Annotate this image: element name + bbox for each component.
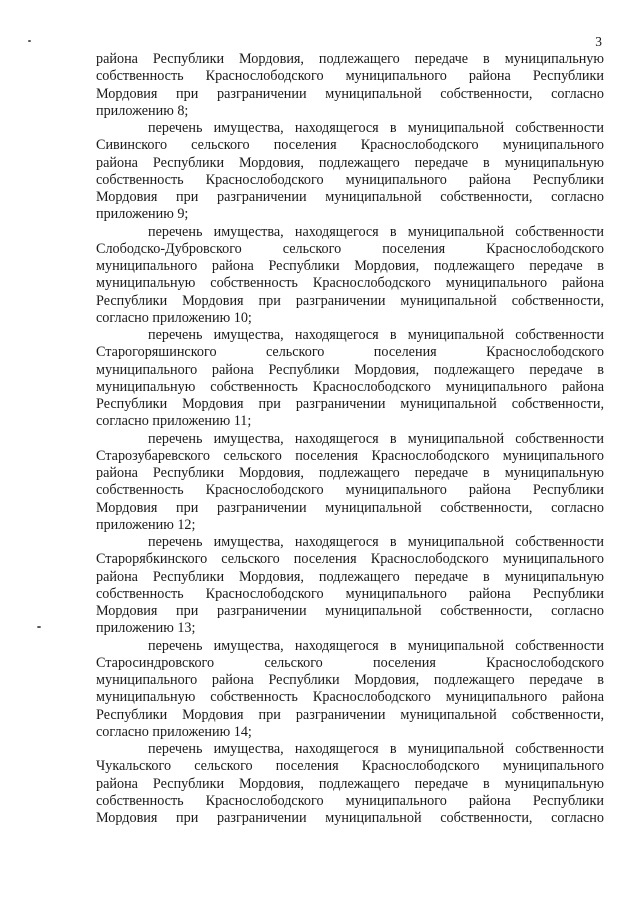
text-line: Мордовия при разграничении муниципальной собственности, согласно [96, 189, 604, 205]
scan-speck [37, 626, 41, 628]
text-line: собственность Краснослободского муниципального района Республики [96, 585, 604, 602]
text-line: района Республики Мордовия, подлежащего передаче в муниципальную [96, 568, 604, 585]
text-line: Республики Мордовия при разграничении муниципальной собственности, [96, 292, 604, 309]
paragraph-first-line: перечень имущества, находящегося в муниципальной собственности [148, 430, 604, 447]
text-line: приложению 13; [96, 620, 196, 637]
page-number: 3 [595, 34, 602, 49]
text-line: Сивинского сельского поселения Краснослободского муниципального [96, 137, 604, 154]
text-line: собственность Краснослободского муниципального района Республики [96, 68, 604, 85]
text-line: Мордовия при разграничении муниципальной собственности, согласно [96, 85, 604, 102]
text-line: приложению 8; [96, 102, 189, 119]
text-line: муниципального района Республики Мордовия, подлежащего передаче в [96, 258, 604, 274]
text-line: района Республики Мордовия, подлежащего передаче в муниципальную [96, 775, 604, 792]
text-line: муниципальную собственность Краснослободского муниципального района [96, 378, 604, 395]
text-line: муниципального района Республики Мордовия, подлежащего передаче в [96, 672, 604, 688]
paragraph-first-line: перечень имущества, находящегося в муниципальной собственности [148, 741, 604, 757]
text-line: района Республики Мордовия, подлежащего передаче в муниципальную [96, 154, 604, 171]
text-line: согласно приложению 14; [96, 723, 252, 740]
paragraph-first-line: перечень имущества, находящегося в муниципальной собственности [148, 637, 604, 654]
paragraph-first-line: перечень имущества, находящегося в муниципальной собственности [148, 534, 604, 550]
document-body [96, 51, 604, 827]
scan-speck [28, 40, 31, 42]
text-line: собственность Краснослободского муниципального района Республики [96, 482, 604, 499]
text-line: Республики Мордовия при разграничении муниципальной собственности, [96, 396, 604, 412]
text-line: собственность Краснослободского муниципального района Республики [96, 171, 604, 188]
text-line: муниципальную собственность Краснослободского муниципального района [96, 689, 604, 706]
text-line: Старосиндровского сельского поселения Краснослободского [96, 654, 604, 671]
text-line: района Республики Мордовия, подлежащего передаче в муниципальную [96, 465, 604, 481]
text-line: Мордовия при разграничении муниципальной собственности, согласно [96, 499, 604, 516]
text-line: Мордовия при разграничении муниципальной собственности, согласно [96, 603, 604, 619]
paragraph-first-line: перечень имущества, находящегося в муниципальной собственности [148, 120, 604, 136]
text-line: собственность Краснослободского муниципального района Республики [96, 792, 604, 809]
text-line: Старорябкинского сельского поселения Краснослободского муниципального [96, 551, 604, 568]
text-line: Чукальского сельского поселения Краснослободского муниципального [96, 758, 604, 775]
text-line: приложению 9; [96, 206, 189, 223]
paragraph-first-line: перечень имущества, находящегося в муниципальной собственности [148, 223, 604, 240]
text-line: согласно приложению 11; [96, 413, 252, 430]
text-line: Старозубаревского сельского поселения Краснослободского муниципального [96, 447, 604, 464]
text-line: района Республики Мордовия, подлежащего передаче в муниципальную [96, 51, 604, 67]
text-line: приложению 12; [96, 516, 196, 533]
text-line: Старогоряшинского сельского поселения Краснослободского [96, 344, 604, 361]
text-line: Слободско-Дубровского сельского поселения Краснослободского [96, 240, 604, 257]
paragraph-first-line: перечень имущества, находящегося в муниципальной собственности [148, 327, 604, 343]
text-line: согласно приложению 10; [96, 309, 252, 326]
text-line: Мордовия при разграничении муниципальной собственности, согласно [96, 810, 604, 826]
text-line: Республики Мордовия при разграничении муниципальной собственности, [96, 706, 604, 723]
text-line: муниципальную собственность Краснослободского муниципального района [96, 275, 604, 292]
text-line: муниципального района Республики Мордовия, подлежащего передаче в [96, 361, 604, 378]
